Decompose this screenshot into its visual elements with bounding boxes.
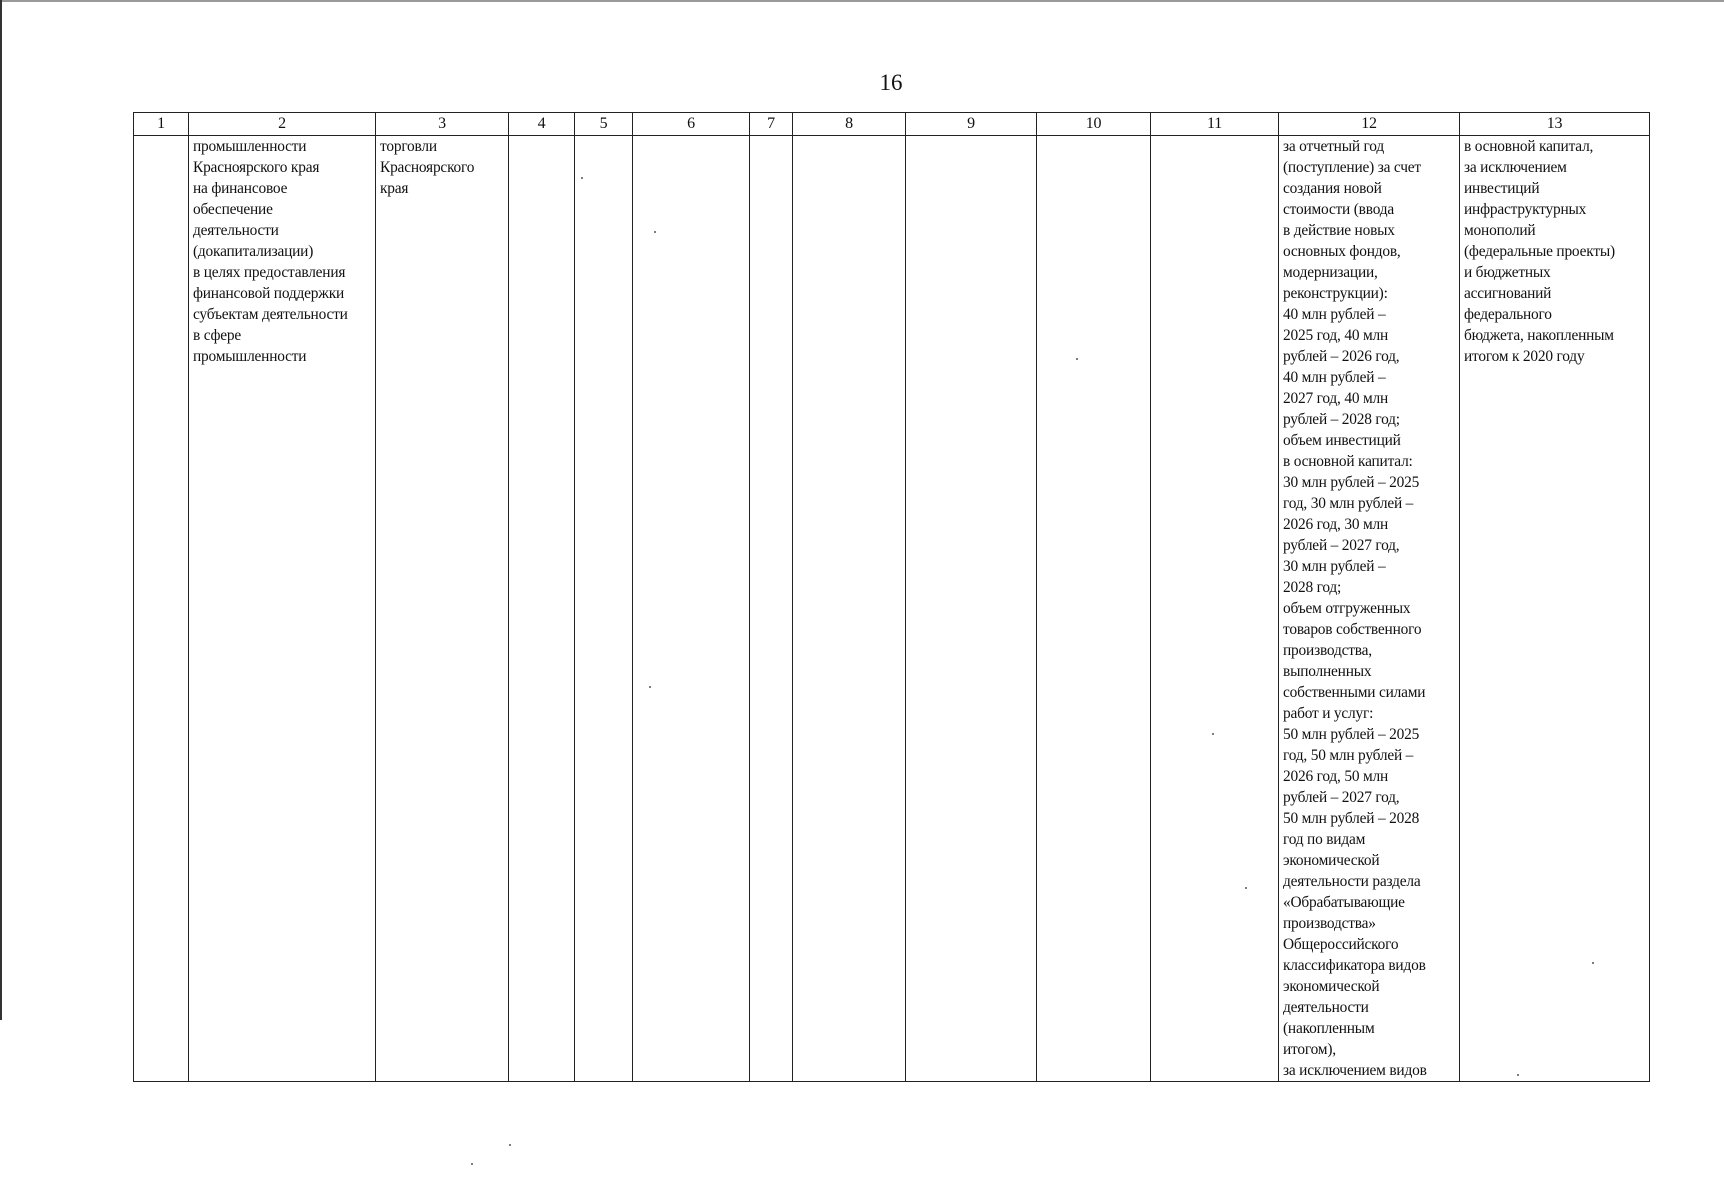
scan-speck (509, 1144, 511, 1146)
cell-col-12 (1279, 136, 1460, 1082)
scan-speck (1076, 358, 1078, 360)
scan-speck (581, 177, 583, 179)
cell-col-2 (189, 136, 376, 1082)
scan-speck (654, 231, 656, 233)
header-row (134, 113, 1650, 136)
cell-col-3 (376, 136, 509, 1082)
page-number: 16 (879, 70, 903, 95)
header-col-12: 12 (1279, 113, 1460, 136)
scan-speck (1212, 733, 1214, 735)
target-indicators: за отчетный год (поступление) за счет создания новой стоимости (ввода в действие новых основных фондов, модернизации, реконструкции): 40 млн рублей – 2025 год, 40 млн рублей – 2026 год, 40 млн рублей – 2027 год, 40 млн рублей – 2028 год; объем инвестиций в основной капитал: 30 млн рублей – 2025 год, 30 млн рублей – 2026 год, 30 млн рублей – 2027 год, 30 млн рублей – 2028 год; объем отгруженных товаров собственного производства, выполненных собственными силами работ и услуг: 50 млн рублей – 2025 год, 50 млн рублей – 2026 год, 50 млн рублей – 2027 год, 50 млн рублей – 2028 год по видам экономической деятельности раздела «Обрабатывающие производства» Общероссийского классификатора видов экономической деятельности (накопленным итогом), за исключением видов (1283, 138, 1427, 1079)
scan-top-edge (0, 0, 1724, 2)
scan-speck (649, 686, 651, 688)
scan-speck (1592, 962, 1594, 964)
header-col-1: 1 (134, 113, 189, 136)
header-col-11: 11 (1151, 113, 1279, 136)
indicator-notes: в основной капитал, за исключением инвестиций инфраструктурных монополий (федеральные проекты) и бюджетных ассигнований федерального бюджета, накопленным итогом к 2020 году (1464, 138, 1615, 365)
cell-col-6 (633, 136, 750, 1082)
header-col-6: 6 (633, 113, 750, 136)
header-col-4: 4 (509, 113, 575, 136)
cell-col-5 (575, 136, 633, 1082)
header-col-2: 2 (189, 113, 376, 136)
header-col-9: 9 (906, 113, 1037, 136)
scan-speck (1245, 887, 1247, 889)
header-col-8: 8 (793, 113, 906, 136)
cell-col-8 (793, 136, 906, 1082)
header-col-7: 7 (750, 113, 793, 136)
cell-col-1 (134, 136, 189, 1082)
cell-col-9 (906, 136, 1037, 1082)
header-col-5: 5 (575, 113, 633, 136)
document-table (133, 112, 1650, 1082)
header-col-3: 3 (376, 113, 509, 136)
cell-col-11 (1151, 136, 1279, 1082)
measure-description: промышленности Красноярского края на финансовое обеспечение деятельности (докапитализации) в целях предоставления финансовой поддержки субъектам деятельности в сфере промышленности (193, 138, 348, 365)
cell-col-4 (509, 136, 575, 1082)
header-col-13: 13 (1460, 113, 1650, 136)
cell-col-10 (1037, 136, 1151, 1082)
cell-col-13 (1460, 136, 1650, 1082)
responsible-body: торговли Красноярского края (380, 138, 475, 197)
scan-left-edge (0, 0, 2, 1020)
cell-col-7 (750, 136, 793, 1082)
header-col-10: 10 (1037, 113, 1151, 136)
scan-speck (1517, 1074, 1519, 1076)
scan-speck (471, 1163, 473, 1165)
table-row (134, 136, 1650, 1082)
